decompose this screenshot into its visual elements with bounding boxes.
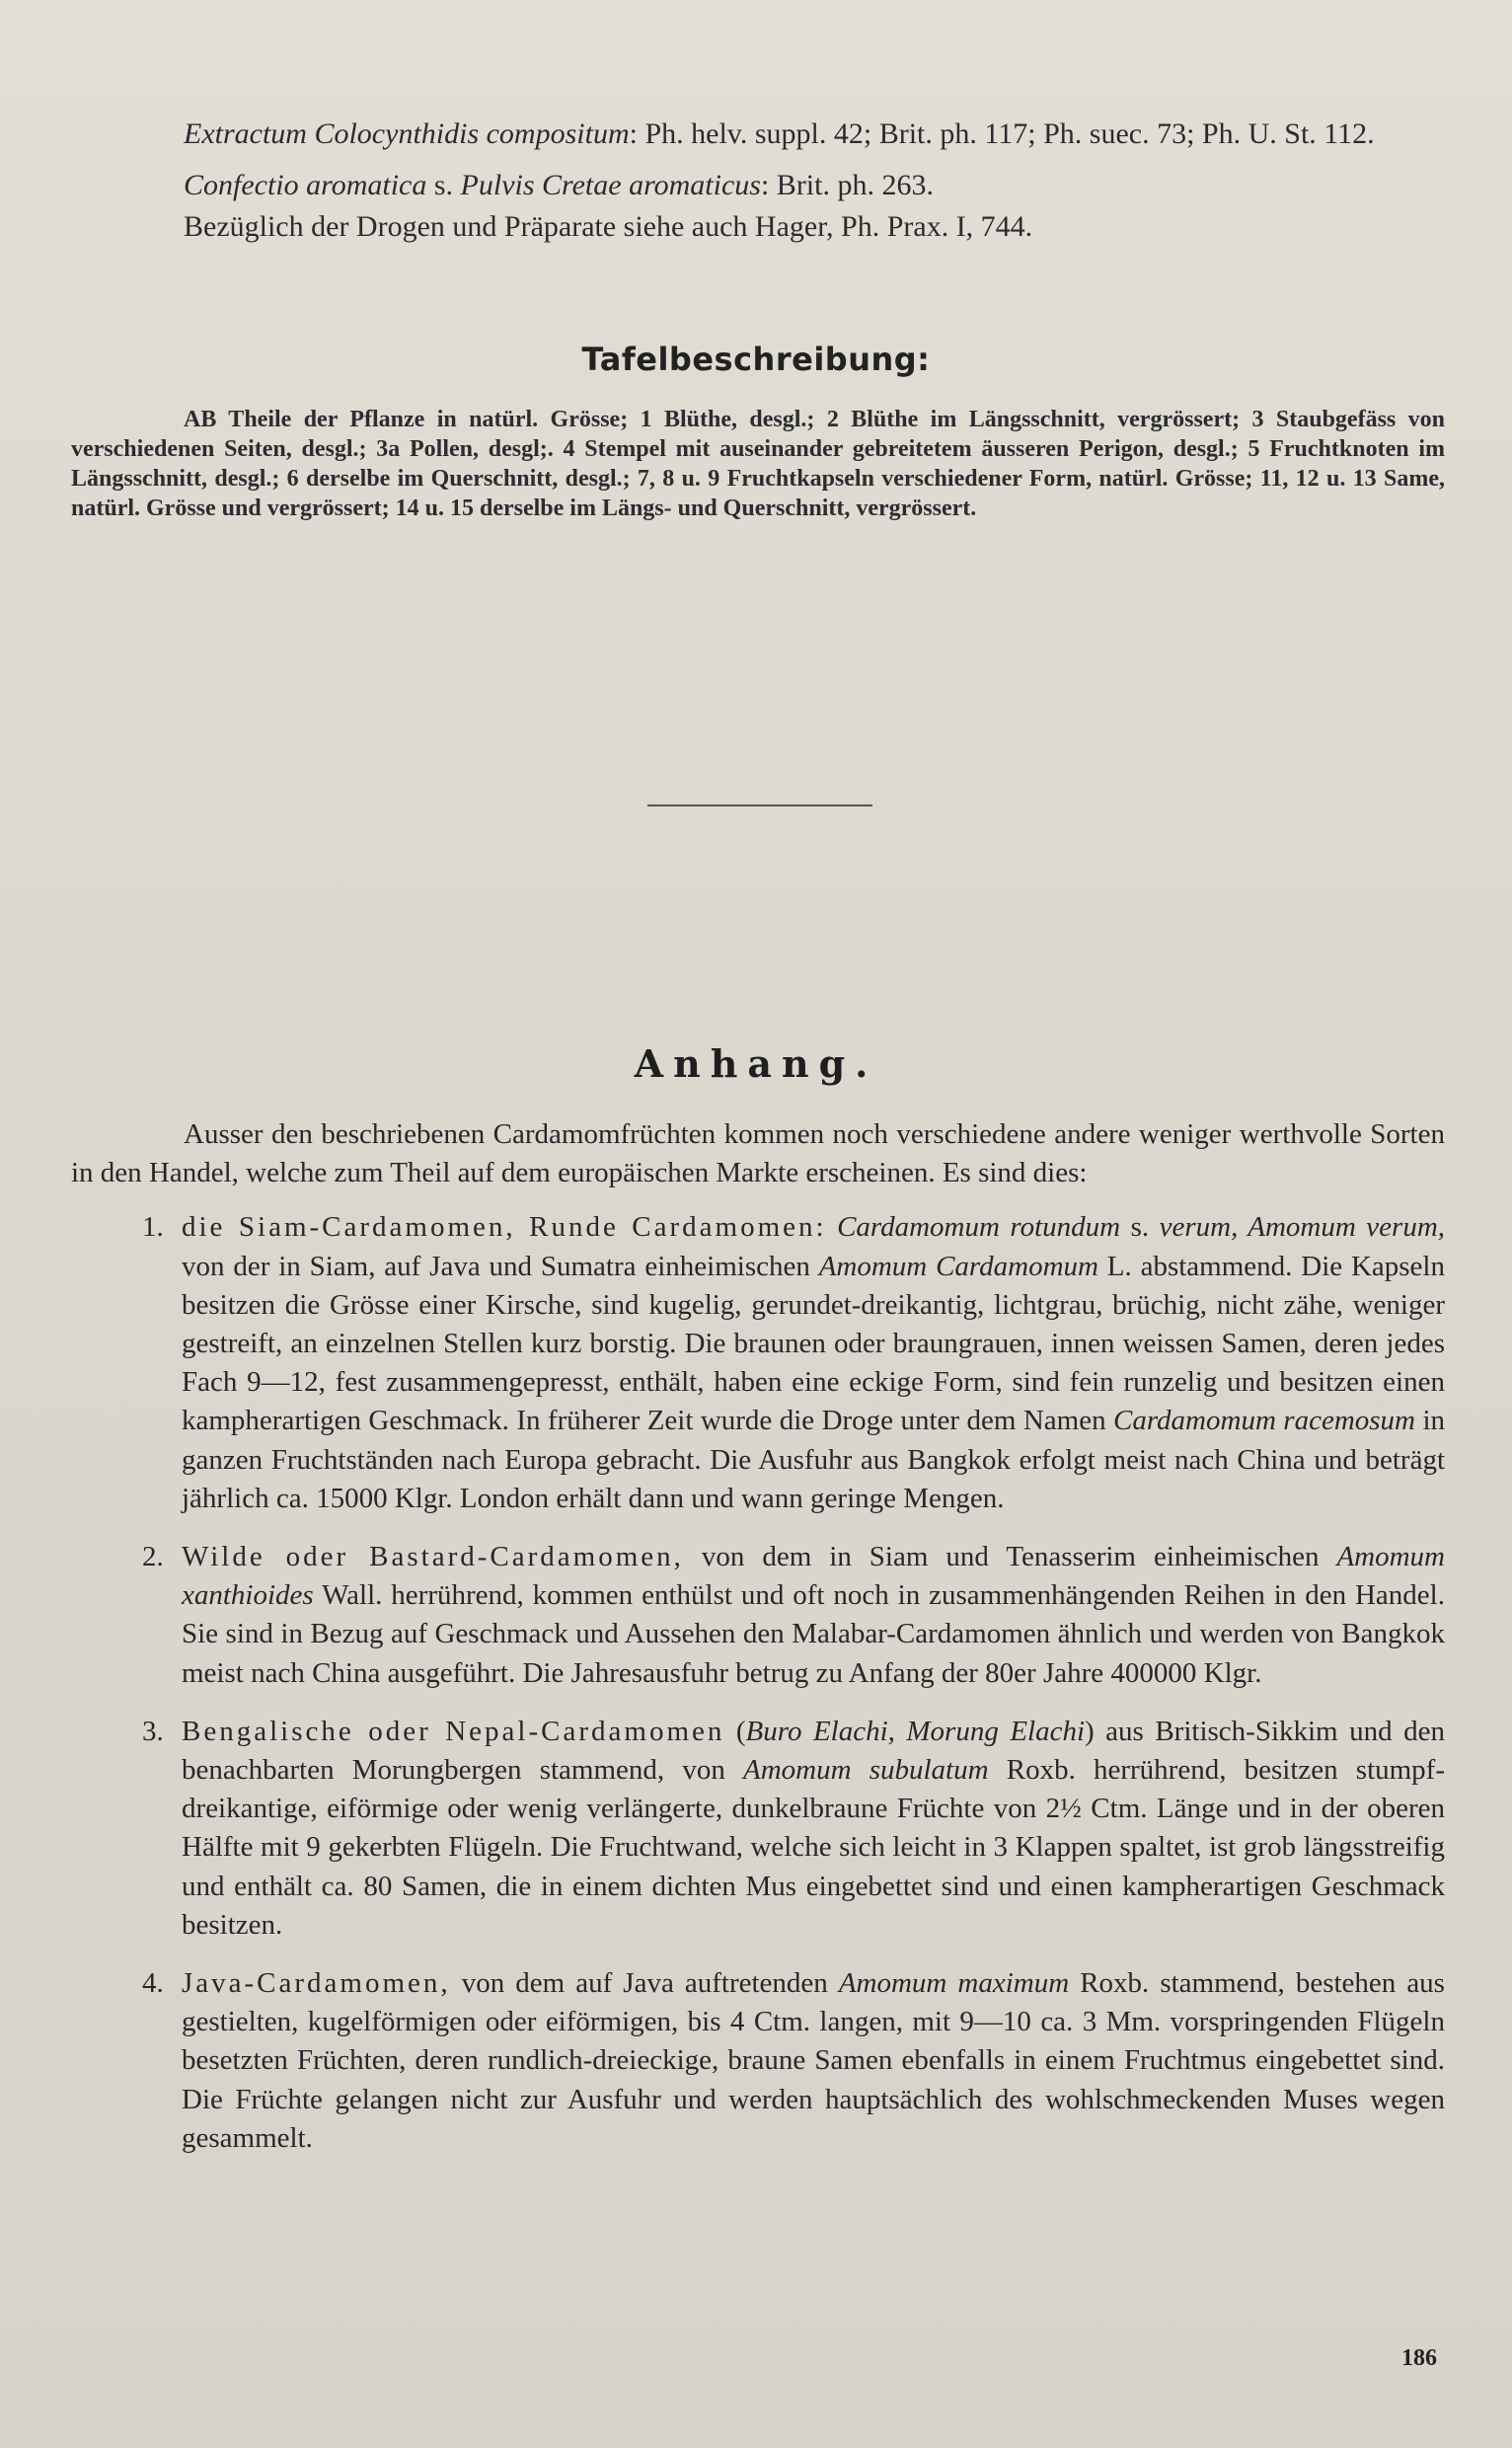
list-item-text: Roxb. herrührend, besitzen stumpf-dreikantige, eiförmige oder wenig verlängerte, dunkelbraune Früchte von 2½ Ctm. Länge und in der oberen Hälfte mit 9 gekerbten Flügeln. Die Fruchtwand, welche sich leicht in 3 Klappen spaltet, ist grob längsstreifig und enthält ca. 80 Samen, die in einem dichten Mus eingebettet sind und einen kampherartigen Geschmack besitzen. [182,1754,1446,1941]
list-item-text: ) aus Britisch-Sikkim und den benachbarten Morungbergen stammend, von [182,1715,1445,1787]
list-item-number: 3. [142,1715,164,1747]
list-item-text: ( [724,1715,746,1747]
reference-block [71,114,1443,248]
reference-title-alt: Pulvis Cretae aromaticus [460,169,761,201]
list-item-name: die Siam-Cardamomen, Runde Cardamomen: [182,1211,827,1244]
list-item-name: Bengalische oder Nepal-Cardamomen [182,1715,725,1747]
plate-description-heading: Tafelbeschreibung: [581,341,931,378]
species-name: Amomum maximum [838,1967,1070,2000]
reference-confectio [71,165,1443,206]
reference-title: Confectio aromatica [184,169,427,201]
species-name: Cardamomum rotundum [837,1211,1121,1244]
plate-description-text: AB Theile der Pflanze in natürl. Grösse; 1 Blüthe, desgl.; 2 Blüthe im Längsschnitt, vergrössert; 3 Staubgefäss von verschiedenen Seiten, desgl.; 3a Pollen, desgl;. 4 Stempel mit auseinander gebreitetem äusseren Perigon, desgl.; 5 Fruchtknoten im Längsschnitt, desgl.; 6 derselbe im Querschnitt, desgl.; 7, 8 u. 9 Fruchtkapseln verschiedener Form, natürl. Grösse; 11, 12 u. 13 Same, natürl. Grösse und vergrössert; 14 u. 15 derselbe im Längs- und Querschnitt, vergrössert. [71,407,1445,521]
species-name: Amomum Cardamomum [818,1250,1098,1282]
list-item-name: Wilde oder Bastard-Cardamomen, [182,1541,684,1573]
list-item-text: L. abstammend. Die Kapseln besitzen die Grösse einer Kirsche, sind kugelig, gerundet-dreikantig, lichtgrau, brüchig, nicht zähe, weniger gestreift, an einzelnen Stellen kurz borstig. Die braunen oder braungrauen, innen weissen Samen, deren jedes Fach 9—12, fest zusammengepresst, enthält, haben eine eckige Form, sind fein runzelig und besitzen einen kampherartigen Geschmack. In früherer Zeit wurde die Droge unter dem Namen [182,1250,1445,1437]
cardamom-list [71,1208,1445,2158]
list-item-text: in ganzen Fruchtständen nach Europa gebracht. Die Ausfuhr aus Bangkok erfolgt meist nach China und beträgt jährlich ca. 15000 Klgr. London erhält dann und wann geringe Mengen. [182,1405,1445,1514]
species-name: Amomum subulatum [743,1754,989,1787]
reference-extractum [71,114,1443,155]
appendix-body [71,1115,1445,2178]
list-item-text: s. [1120,1211,1160,1244]
list-item-text: von dem in Siam und Tenasserim einheimischen [683,1541,1337,1573]
list-item-number: 1. [142,1211,164,1244]
reference-text: s. [426,169,461,201]
species-name: Buro Elachi, Morung Elachi [745,1715,1086,1747]
list-item-text: von dem auf Java auftretenden [450,1967,839,2000]
section-divider [647,804,872,806]
list-item-text: Wall. herrührend, kommen enthülst und oft noch in zusammenhängenden Reihen in den Handel. Sie sind in Bezug auf Geschmack und Aussehen den Malabar-Cardamomen ähnlich und werden von Bangkok meist nach China ausgeführt. Die Jahresausfuhr betrug zu Anfang der 80er Jahre 400000 Klgr. [182,1579,1445,1689]
list-item-number: 2. [142,1541,164,1573]
appendix-heading: Anhang. [634,1041,878,1086]
reference-hager: Bezüglich der Drogen und Präparate siehe auch Hager, Ph. Prax. I, 744. [184,210,1033,243]
reference-text: : Ph. helv. suppl. 42; Brit. ph. 117; Ph. suec. 73; Ph. U. St. 112. [629,117,1375,150]
list-item-wilde [71,1538,1445,1693]
page-number: 186 [1401,2345,1437,2371]
list-item-name: Java-Cardamomen, [182,1967,451,2000]
species-name: Cardamomum racemosum [1113,1405,1416,1437]
list-item-java [71,1964,1445,2158]
list-item-bengal [71,1713,1445,1945]
list-item-number: 4. [142,1967,164,2000]
list-item-text: von der in Siam, auf Java und Sumatra einheimischen [182,1250,819,1282]
list-item-text [827,1211,837,1243]
species-name: verum, Amomum verum, [1159,1211,1446,1244]
list-item-text: Roxb. stammend, bestehen aus gestielten, kugelförmigen oder eiförmigen, bis 4 Ctm. langen, mit 9—10 ca. 3 Mm. vorspringenden Flügeln besetzten Früchten, deren rundlich-dreieckige, braune Samen ebenfalls in einem Fruchtmus eingebettet sind. Die Früchte gelangen nicht zur Ausfuhr und werden hauptsächlich des wohlschmeckenden Muses wegen gesammelt. [182,1967,1445,2154]
appendix-intro: Ausser den beschriebenen Cardamomfrüchten kommen noch verschiedene andere weniger werthvolle Sorten in den Handel, welche zum Theil auf dem europäischen Markte erscheinen. Es sind dies: [71,1118,1445,1189]
species-name: Amomum xanthioides [182,1541,1445,1612]
reference-title: Extractum Colocynthidis compositum [184,117,630,150]
list-item-siam [71,1208,1445,1518]
reference-text: : Brit. ph. 263. [760,169,934,201]
